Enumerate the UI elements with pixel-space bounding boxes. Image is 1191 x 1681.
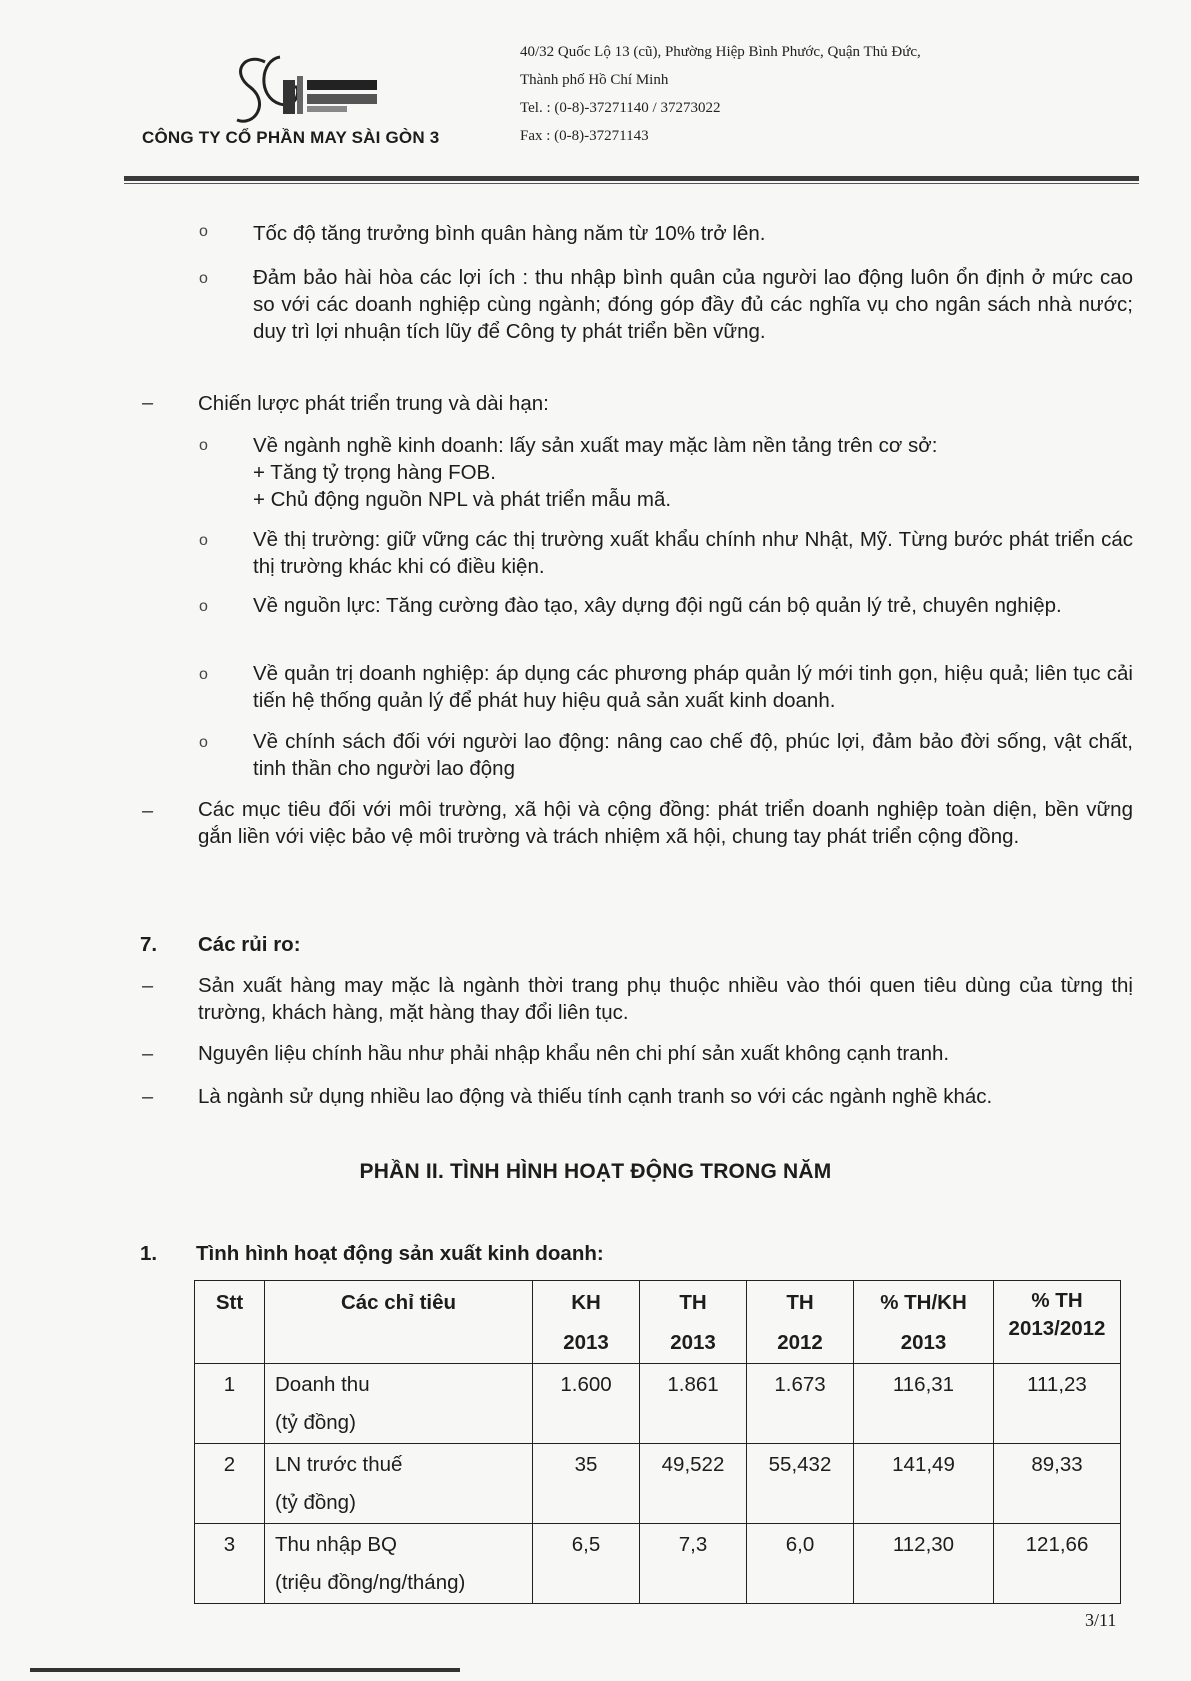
header-stt: Stt [195,1281,265,1364]
risk-item: Nguyên liệu chính hầu như phải nhập khẩu nên chi phí sản xuất không cạnh tranh. [198,1042,950,1065]
goal-item: Đảm bảo hài hòa các lợi ích : thu nhập bình quân của người lao động luôn ổn định ở mức cao so với các doanh nghiệp cùng ngành; đóng góp đầy đủ các nghĩa vụ cho ngân sách nhà nước; duy trì lợi nhuận tích lũy để Công ty phát triển bền vững. [253,266,1133,343]
cell-th-2013: 1.861 [640,1364,747,1444]
section-number: 1. [140,1242,158,1265]
section-number: 7. [140,933,158,956]
risks-heading: Các rủi ro: [198,933,301,956]
strategy-industry: Về ngành nghề kinh doanh: lấy sản xuất may mặc làm nền tảng trên cơ sở: [253,434,938,457]
strategy-heading: Chiến lược phát triển trung và dài hạn: [198,392,549,415]
cell-pct-th: 89,33 [994,1444,1121,1524]
cell-kh-2013: 1.600 [533,1364,640,1444]
page-number: 3/11 [1085,1610,1117,1630]
part-heading: PHẦN II. TÌNH HÌNH HOẠT ĐỘNG TRONG NĂM [359,1160,832,1183]
dash-bullet-icon: – [142,975,154,997]
header-divider [124,176,1139,181]
fax-line: Fax : (0-8)-37271143 [520,128,649,144]
header-pct-th-kh: % TH/KH 2013 [854,1281,994,1364]
cell-stt: 2 [195,1444,265,1524]
cell-indicator: Thu nhập BQ (triệu đồng/ng/tháng) [265,1524,533,1604]
cell-pct-th-kh: 141,49 [854,1444,994,1524]
company-name: CÔNG TY CỔ PHẦN MAY SÀI GÒN 3 [142,128,440,147]
header-indicators: Các chỉ tiêu [265,1281,533,1364]
strategy-management: Về quản trị doanh nghiệp: áp dụng các phương pháp quản lý mới tinh gọn, hiệu quả; liên tục cải tiến hệ thống quản lý để phát huy hiệu quả sản xuất kinh doanh. [253,662,1133,712]
risk-item: Sản xuất hàng may mặc là ngành thời trang phụ thuộc nhiều vào thói quen tiêu dùng của từng thị trường, khách hàng, mặt hàng thay đổi liên tục. [198,974,1133,1024]
circle-bullet-icon: o [199,223,208,240]
dash-bullet-icon: – [142,1086,154,1108]
address-line: 40/32 Quốc Lộ 13 (cũ), Phường Hiệp Bình Phước, Quận Thủ Đức, [520,44,921,60]
dash-bullet-icon: – [142,392,154,414]
table-row [195,1524,1121,1604]
cell-th-2012: 1.673 [747,1364,854,1444]
strategy-resources: Về nguồn lực: Tăng cường đào tạo, xây dựng đội ngũ cán bộ quản lý trẻ, chuyên nghiệp. [253,594,1062,617]
dash-bullet-icon: – [142,800,154,822]
cell-kh-2013: 6,5 [533,1524,640,1604]
cell-stt: 3 [195,1524,265,1604]
circle-bullet-icon: o [199,270,208,287]
cell-pct-th-kh: 112,30 [854,1524,994,1604]
cell-pct-th: 111,23 [994,1364,1121,1444]
cell-indicator: LN trước thuế (tỷ đồng) [265,1444,533,1524]
cell-pct-th-kh: 116,31 [854,1364,994,1444]
table-row [195,1364,1121,1444]
subsection-heading: Tình hình hoạt động sản xuất kinh doanh: [196,1242,604,1265]
cell-th-2013: 7,3 [640,1524,747,1604]
circle-bullet-icon: o [199,666,208,683]
header-divider-thin [124,183,1139,184]
circle-bullet-icon: o [199,734,208,751]
address-block [520,38,921,150]
cell-th-2012: 6,0 [747,1524,854,1604]
dash-bullet-icon: – [142,1043,154,1065]
header-th-2013: TH 2013 [640,1281,747,1364]
table-header-row [195,1281,1121,1364]
strategy-industry-sub: + Tăng tỷ trọng hàng FOB. [253,461,496,484]
goal-item: Tốc độ tăng trưởng bình quân hàng năm từ 10% trở lên. [253,222,766,245]
header-kh-2013: KH 2013 [533,1281,640,1364]
cell-kh-2013: 35 [533,1444,640,1524]
header-pct-th: % TH 2013/2012 [994,1281,1121,1364]
cell-th-2013: 49,522 [640,1444,747,1524]
cell-th-2012: 55,432 [747,1444,854,1524]
address-line: Thành phố Hồ Chí Minh [520,72,669,88]
strategy-labor: Về chính sách đối với người lao động: nâng cao chế độ, phúc lợi, đảm bảo đời sống, vật chất, tinh thần cho người lao động [253,730,1133,780]
community-goals: Các mục tiêu đối với môi trường, xã hội và cộng đồng: phát triển doanh nghiệp toàn diện, bền vững gắn liền với việc bảo vệ môi trường và trách nhiệm xã hội, chung tay phát triển cộng đồng. [198,798,1133,848]
strategy-industry-sub: + Chủ động nguồn NPL và phát triển mẫu mã. [253,488,672,511]
circle-bullet-icon: o [199,598,208,615]
footer-divider [30,1668,460,1672]
tel-line: Tel. : (0-8)-37271140 / 37273022 [520,100,721,116]
strategy-market: Về thị trường: giữ vững các thị trường xuất khẩu chính như Nhật, Mỹ. Từng bước phát triển các thị trường khác khi có điều kiện. [253,528,1133,578]
cell-pct-th: 121,66 [994,1524,1121,1604]
table-row [195,1444,1121,1524]
company-logo [225,42,380,132]
risk-item: Là ngành sử dụng nhiều lao động và thiếu tính cạnh tranh so với các ngành nghề khác. [198,1085,993,1108]
cell-indicator: Doanh thu (tỷ đồng) [265,1364,533,1444]
circle-bullet-icon: o [199,532,208,549]
cell-stt: 1 [195,1364,265,1444]
performance-table [194,1280,1121,1604]
circle-bullet-icon: o [199,437,208,454]
header-th-2012: TH 2012 [747,1281,854,1364]
